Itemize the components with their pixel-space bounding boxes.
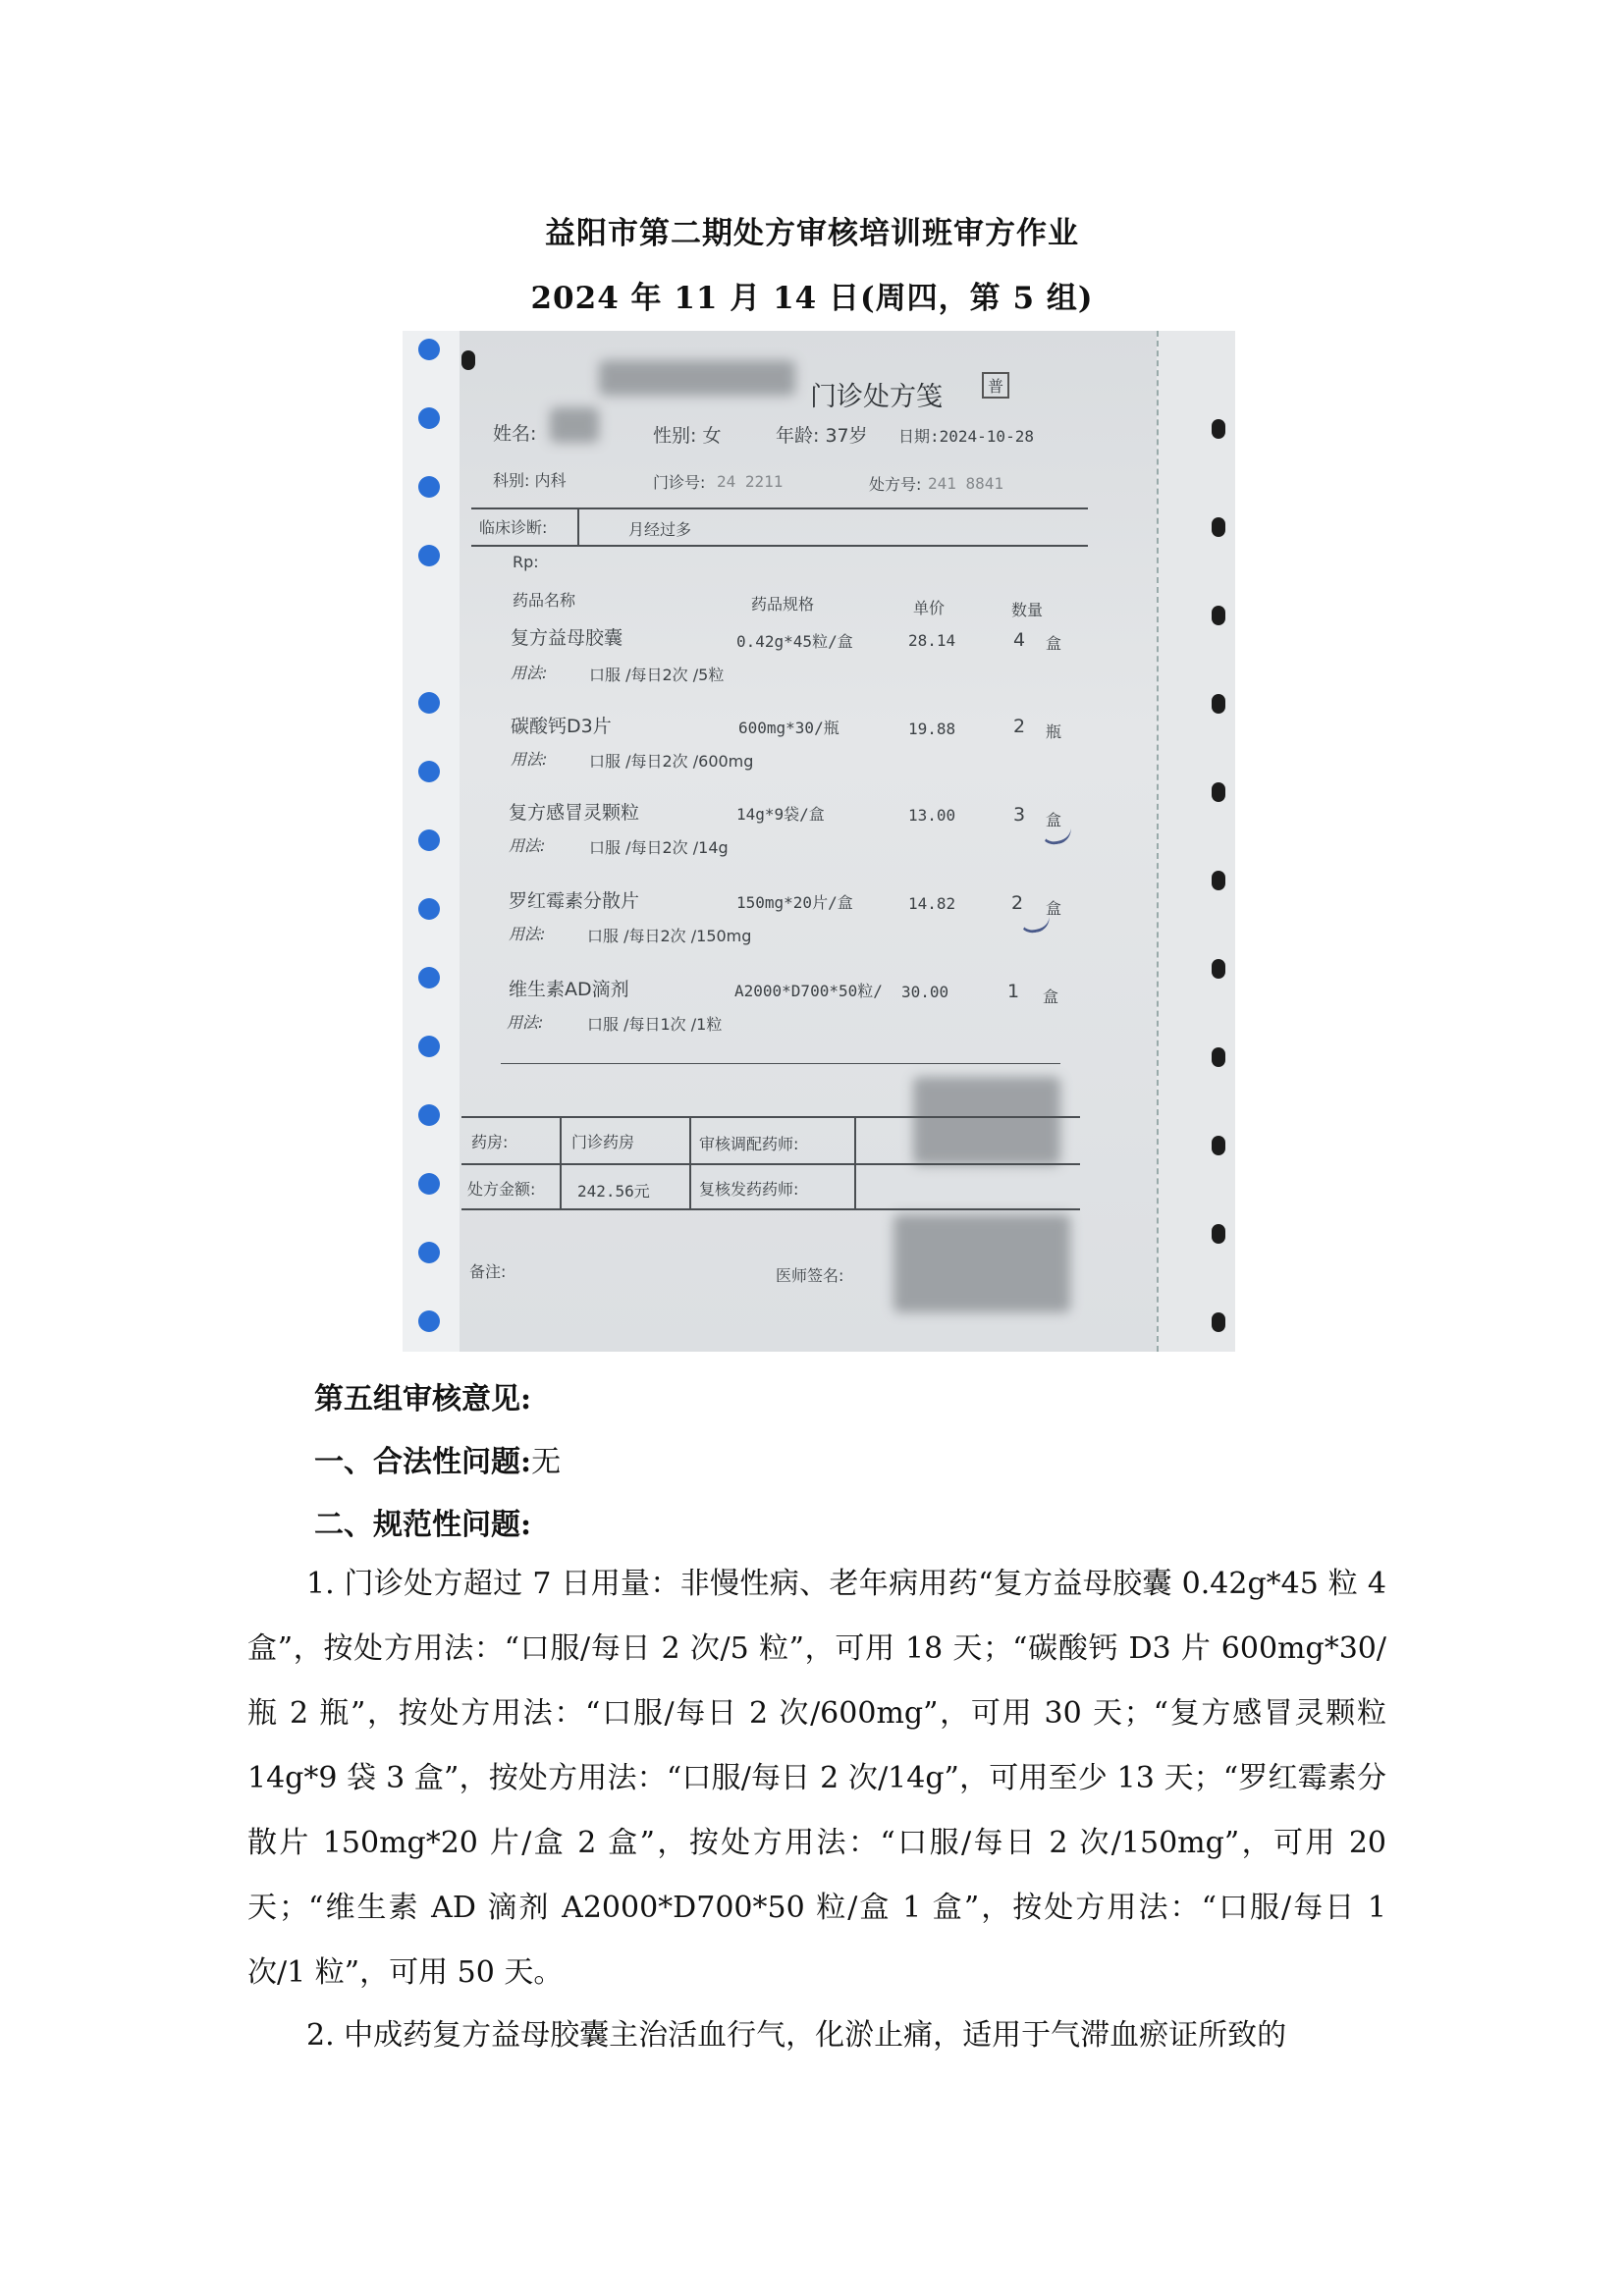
rx-drug-price: 14.82 [908,894,956,913]
rule [461,1163,1080,1165]
rx-col-price: 单价 [913,599,946,617]
rx-col-spec: 药品规格 [751,595,815,614]
rule [461,1116,1080,1118]
rx-drug-name: 复方益母胶囊 [511,627,623,649]
feed-hole [418,1173,440,1195]
feed-hole [1212,1047,1225,1067]
rx-review-label: 审核调配药师: [699,1135,799,1153]
rx-usage-label: 用法: [509,925,546,943]
rx-sex: 性别: 女 [653,425,722,447]
rx-amount: 242.56元 [577,1182,650,1201]
rx-form-title: 门诊处方笺 [810,382,943,412]
feed-hole [1212,782,1225,802]
feed-hole [418,1036,440,1057]
feed-hole [418,1242,440,1263]
feed-hole [1212,517,1225,537]
feed-hole [461,350,475,370]
redacted-doctor-sign [893,1214,1070,1312]
rule [501,1063,1060,1064]
rx-drug-unit: 盒 [1046,811,1062,829]
rule [560,1116,562,1208]
feed-hole [418,407,440,429]
document-date-line: 2024 年 11 月 14 日(周四，第 5 组) [530,281,1094,316]
rx-drug-spec: 0.42g*45粒/盒 [736,632,853,651]
rx-outpatient-label: 门诊号: [653,473,706,492]
rx-amount-label: 处方金额: [467,1180,536,1199]
rx-drug-price: 19.88 [908,720,956,738]
rx-drug-unit: 盒 [1046,899,1062,918]
rx-diagnosis-label: 临床诊断: [479,518,548,537]
feed-hole [418,545,440,566]
rx-type-mark: 普 [982,372,1009,399]
feed-hole [418,967,440,988]
rx-drug-qty: 2 [1011,892,1024,914]
legality-label: 一、合法性问题: [314,1445,532,1479]
opinion-item-1: 1. 门诊处方超过 7 日用量：非慢性病、老年病用药“复方益母胶囊 0.42g*45 粒 4 盒”，按处方用法：“口服/每日 2 次/5 粒”，可用 18 天；“碳酸钙 D3 片 600mg*30/瓶 2 瓶”，按处方用法：“口服/每日 2 次/600mg”，可用 30 天；“复方感冒灵颗粒 14g*9 袋 3 盒”，按处方用法：“口服/每日 2 次/14g”，可用至少 13 天；“罗红霉素分散片 150mg*20 片/盒 2 盒”，按处方用法：“口服/每日 2 次/150mg”，可用 20 天；“维生素 AD 滴剂 A2000*D700*50 粒/盒 1 盒”，按处方用法：“口服/每日 1 次/1 粒”，可用 50 天。 [247,1567,1386,1990]
rx-drug-name: 罗红霉素分散片 [509,890,640,912]
document-title: 益阳市第二期处方审核培训班审方作业 [545,216,1079,251]
rx-age: 年龄: 37岁 [776,425,868,447]
rx-drug-spec: A2000*D700*50粒/ [734,982,883,1000]
rule [471,507,1088,509]
rx-drug-price: 30.00 [901,983,949,1001]
rx-drug-price: 28.14 [908,631,956,650]
legality-value: 无 [531,1445,562,1479]
rx-drug-spec: 150mg*20片/盒 [736,893,853,912]
feed-hole [418,829,440,851]
rx-name-label: 姓名: [493,423,537,445]
rule [854,1116,856,1208]
opinion-heading: 第五组审核意见: [314,1382,532,1416]
rx-usage: 口服 /每日2次 /600mg [589,752,754,771]
rx-dispense-label: 复核发药药师: [699,1180,799,1199]
rule [577,509,579,545]
rx-no-label: 处方号: [869,475,922,494]
rx-drug-name: 维生素AD滴剂 [509,979,629,1000]
feed-hole [1212,419,1225,439]
rx-usage: 口服 /每日1次 /1粒 [587,1015,723,1034]
standard-label: 二、规范性问题: [314,1508,532,1542]
rx-remark-label: 备注: [469,1262,507,1281]
rx-drug-name: 碳酸钙D3片 [511,716,612,737]
rx-no: 241 8841 [928,474,1004,493]
feed-hole [1212,1136,1225,1155]
feed-hole [418,761,440,782]
rx-usage-label: 用法: [509,836,546,855]
rx-drug-qty: 3 [1013,804,1026,826]
rx-drug-qty: 1 [1007,981,1020,1002]
rx-dept: 科别: 内科 [493,471,567,490]
opinion-item-2: 2. 中成药复方益母胶囊主治活血行气，化淤止痛，适用于气滞血瘀证所致的 [306,2018,1287,2053]
legality-line [314,1437,561,1480]
feed-hole [418,898,440,920]
feed-hole [418,692,440,714]
rx-usage-label: 用法: [507,1013,544,1032]
feed-hole [418,1104,440,1126]
feed-hole [1212,606,1225,625]
rx-drug-qty: 4 [1013,629,1026,651]
rx-doctor-label: 医师签名: [776,1266,844,1285]
redacted-hospital-name [599,360,795,396]
rx-drug-qty: 2 [1013,716,1026,737]
rx-col-qty: 数量 [1011,601,1044,619]
rx-drug-unit: 盒 [1046,634,1062,653]
feed-hole [1212,694,1225,714]
redacted-pharmacist-sign [913,1077,1060,1165]
rx-date: 日期:2024-10-28 [898,427,1034,446]
rx-drug-unit: 盒 [1043,988,1059,1006]
rx-pharmacy-label: 药房: [471,1133,509,1151]
feed-hole [1212,1224,1225,1244]
rx-usage: 口服 /每日2次 /5粒 [589,666,725,684]
rule [471,545,1088,547]
rule [461,1208,1080,1210]
rx-diagnosis: 月经过多 [628,520,692,539]
rx-usage-label: 用法: [511,664,548,682]
rx-usage: 口服 /每日2次 /14g [589,838,729,857]
feed-hole [418,476,440,498]
rule [689,1116,691,1208]
rx-outpatient-no: 24 2211 [717,472,784,491]
rx-drug-unit: 瓶 [1046,722,1062,741]
feed-hole [418,339,440,360]
rx-drug-price: 13.00 [908,806,956,825]
redacted-patient-name [550,407,599,443]
rx-drug-name: 复方感冒灵颗粒 [509,802,640,824]
rx-pharmacy: 门诊药房 [571,1133,635,1151]
feed-hole [1212,959,1225,979]
feed-hole [1212,871,1225,890]
tractor-strip-right [1157,331,1235,1352]
rx-usage: 口服 /每日2次 /150mg [587,927,752,945]
rx-usage-label: 用法: [511,750,548,769]
prescription-photo [403,331,1235,1352]
feed-hole [1212,1312,1225,1332]
feed-hole [418,1310,440,1332]
rx-col-name: 药品名称 [513,591,576,610]
rx-drug-spec: 600mg*30/瓶 [738,719,839,737]
rx-rp: Rp: [513,553,539,571]
rx-drug-spec: 14g*9袋/盒 [736,805,825,824]
